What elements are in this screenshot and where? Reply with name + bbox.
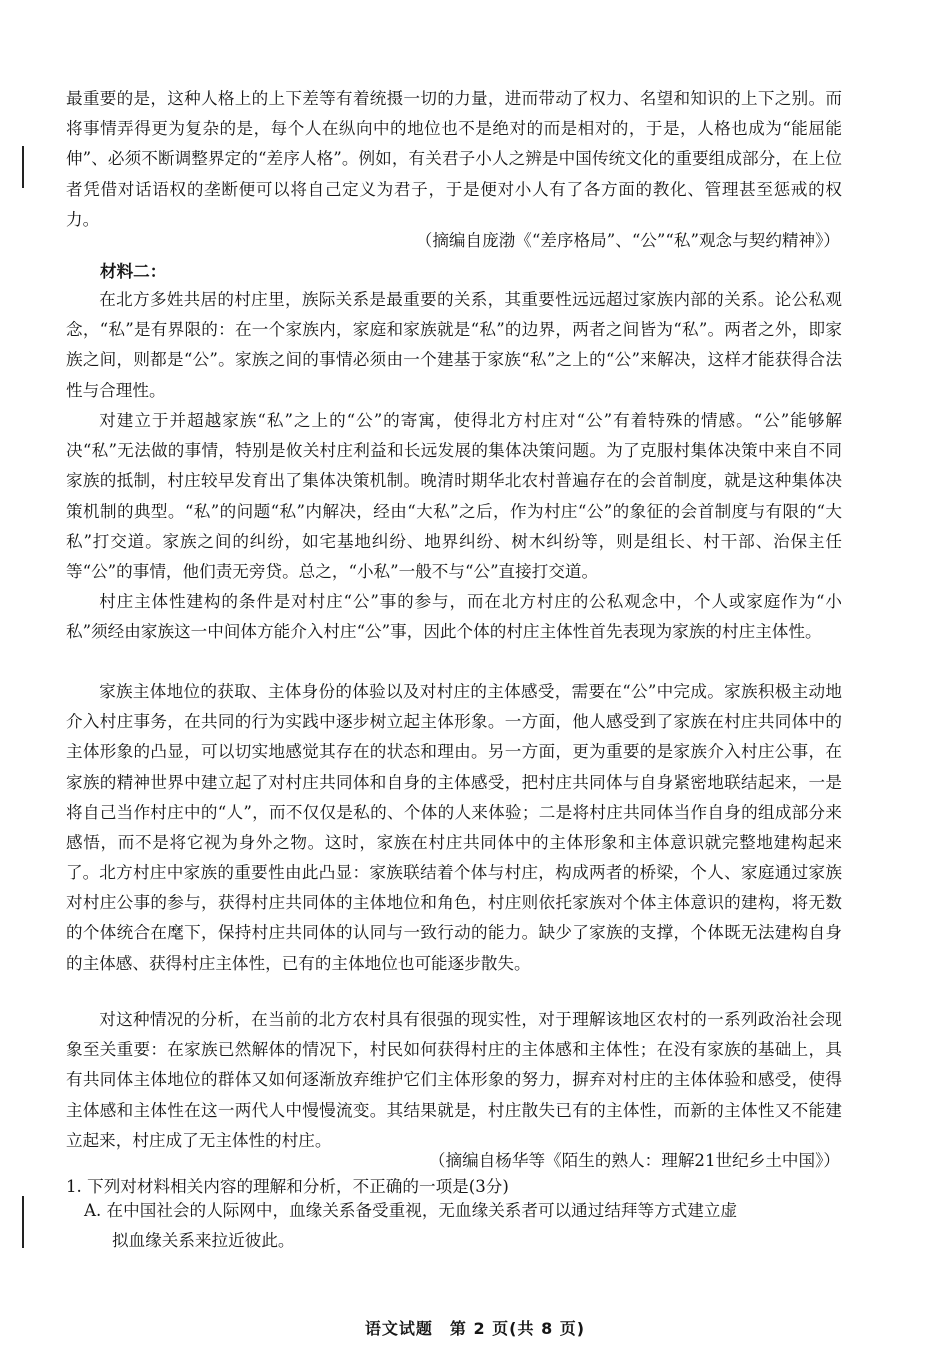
margin-mark-bottom (22, 1196, 24, 1248)
material-2-paragraph-2: 对建立于并超越家族“私”之上的“公”的寄寓，使得北方村庄对“公”有着特殊的情感。“公”能够解决“私”无法做的事情，特别是攸关村庄利益和长远发展的集体决策问题。为了克服村集体决策中来自不同家族的抵制，村庄较早发育出了集体决策机制。晚清时期华北农村普遍存在的会首制度，就是这种集体决策机制的典型。“私”的问题“私”内解决，经由“大私”之后，作为村庄“公”的象征的会首制度与有限的“大私”打交道。家族之间的纠纷，如宅基地纠纷、地界纠纷、树木纠纷等，则是组长、村干部、治保主任等“公”的事情，他们责无旁贷。总之，“小私”一般不与“公”直接打交道。 (66, 411, 842, 582)
material-2-label: 材料二： (100, 261, 167, 281)
option-a-line-1: A. 在中国社会的人际网中，血缘关系备受重视，无血缘关系者可以通过结拜等方式建立虚 (84, 1201, 738, 1220)
source-citation-1: （摘编自庞渤《“差序格局”、“公”“私”观念与契约精神》） (415, 231, 840, 250)
question-1-option-a[interactable] (84, 1196, 844, 1256)
material-2-paragraph-3: 村庄主体性建构的条件是对村庄“公”事的参与，而在北方村庄的公私观念中，个人或家庭作为“小私”须经由家族这一中间体方能介入村庄“公”事，因此个体的村庄主体性首先表现为家族的村庄主体性。 (66, 592, 842, 642)
passage-continued: 最重要的是，这种人格上的上下差等有着统摄一切的力量，进而带动了权力、名望和知识的上下之别。而将事情弄得更为复杂的是，每个人在纵向中的地位也不是绝对的而是相对的，于是，人格也成为“能屈能伸”、必须不断调整界定的“差序人格”。例如，有关君子小人之辨是中国传统文化的重要组成部分，在上位者凭借对话语权的垄断便可以将自己定义为君子，于是便对小人有了各方面的教化、管理甚至惩戒的权力。 (66, 89, 842, 229)
page-footer: 语文试题 第 2 页(共 8 页) (364, 1319, 586, 1338)
question-1-stem: 1. 下列对材料相关内容的理解和分析，不正确的一项是(3分) (66, 1177, 509, 1196)
source-citation-2: （摘编自杨华等《陌生的熟人：理解21世纪乡土中国》） (428, 1151, 840, 1170)
margin-mark-top (22, 146, 24, 188)
material-2-paragraph-4: 家族主体地位的获取、主体身份的体验以及对村庄的主体感受，需要在“公”中完成。家族积极主动地介入村庄事务，在共同的行为实践中逐步树立起主体形象。一方面，他人感受到了家族在村庄共同体中的主体形象的凸显，可以切实地感觉其存在的状态和理由。另一方面，更为重要的是家族介入村庄公事，在家族的精神世界中建立起了对村庄共同体和自身的主体感受，把村庄共同体与自身紧密地联结起来，一是将自己当作村庄中的“人”，而不仅仅是私的、个体的人来体验；二是将村庄共同体当作自身的组成部分来感悟，而不是将它视为身外之物。这时，家族在村庄共同体中的主体形象和主体意识就完整地建构起来了。 (66, 682, 842, 883)
material-2-paragraph-5: 北方村庄中家族的重要性由此凸显：家族联结着个体与村庄，构成两者的桥梁，个人、家庭通过家族对村庄公事的参与，获得村庄共同体的主体地位和角色，村庄则依托家族对个体主体意识的建构，将无数的个体统合在麾下，保持村庄共同体的认同与一致行动的能力。缺少了家族的支撑，个体既无法建构自身的主体感、获得村庄主体性，已有的主体地位也可能逐步散失。 (66, 863, 842, 973)
material-2-paragraph-6: 对这种情况的分析，在当前的北方农村具有很强的现实性，对于理解该地区农村的一系列政治社会现象至关重要：在家族已然解体的情况下，村民如何获得村庄的主体感和主体性；在没有家族的基础上，具有共同体主体地位的群体又如何逐渐放弃维护它们主体形象的努力，摒弃对村庄的主体体验和感受，使得主体感和主体性在这一两代人中慢慢流变。其结果就是，村庄散失已有的主体性，而新的主体性又不能建立起来，村庄成了无主体性的村庄。 (66, 1010, 842, 1150)
option-a-line-2: 拟血缘关系来拉近彼此。 (112, 1231, 295, 1250)
material-2-paragraph-1: 在北方多姓共居的村庄里，族际关系是最重要的关系，其重要性远远超过家族内部的关系。论公私观念，“私”是有界限的：在一个家族内，家庭和家族就是“私”的边界，两者之间皆为“私”。两者之外，即家族之间，则都是“公”。家族之间的事情必须由一个建基于家族“私”之上的“公”来解决，这样才能获得合法性与合理性。 (66, 290, 842, 400)
